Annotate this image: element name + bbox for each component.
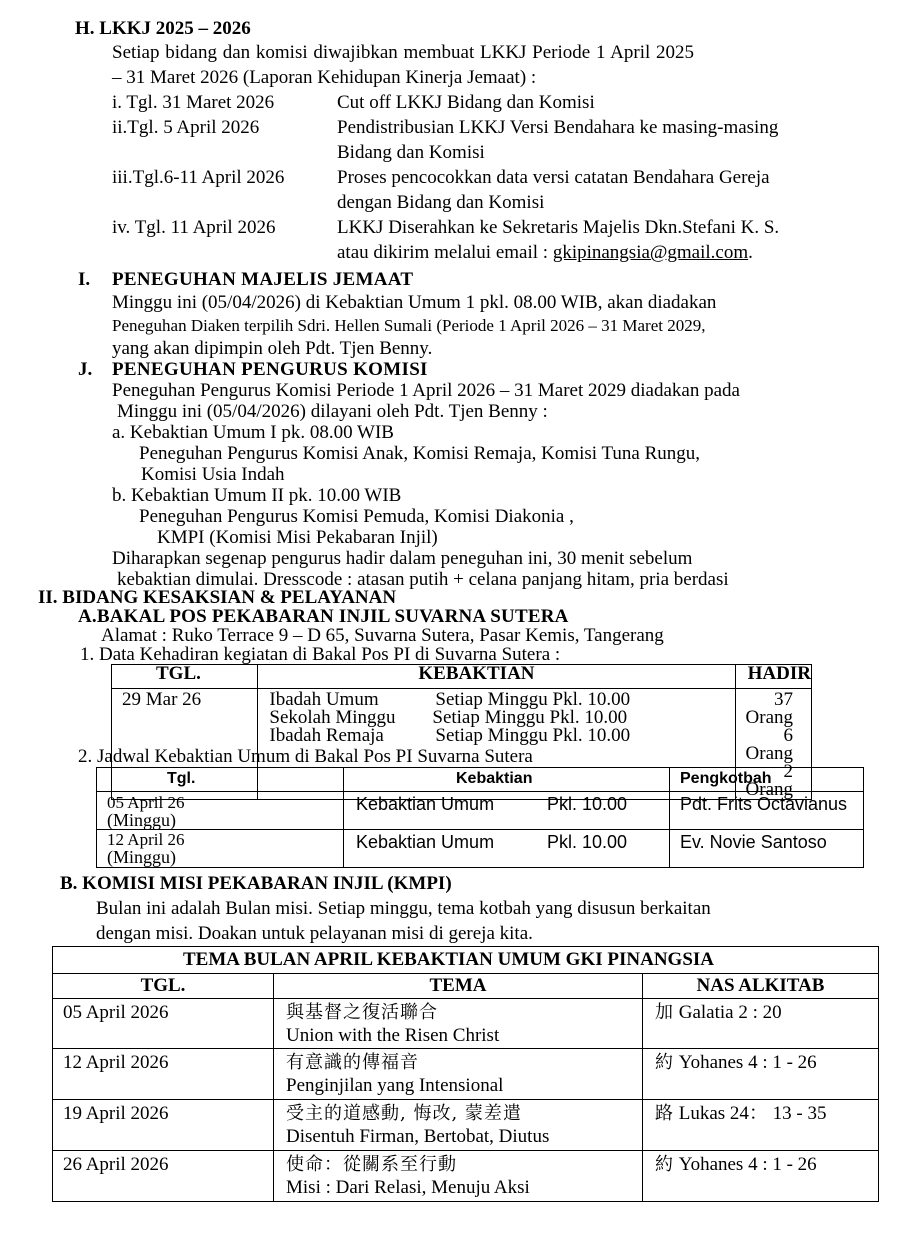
verse-book-chinese: 約 <box>655 1154 674 1175</box>
schedule-row <box>97 792 864 830</box>
theme-row <box>53 1100 879 1151</box>
theme-english: Penginjilan yang Intensional <box>286 1075 504 1096</box>
service-name: Ibadah Umum <box>269 689 379 710</box>
section-ii-a-title: A.BAKAL POS PEKABARAN INJIL SUVARNA SUTERA <box>78 606 569 627</box>
theme-table <box>52 946 879 1202</box>
lkkj-item-text: Proses pencocokkan data versi catatan Bendahara Gereja <box>337 167 770 188</box>
section-j-closing: Diharapkan segenap pengurus hadir dalam peneguhan ini, 30 menit sebelum <box>112 548 693 569</box>
theme-cell <box>274 1100 643 1151</box>
section-j-closing: kebaktian dimulai. Dresscode : atasan putih + celana panjang hitam, pria berdasi <box>117 569 729 590</box>
schedule-preacher: Ev. Novie Santoso <box>670 830 864 868</box>
schedule-preacher: Pdt. Frits Octavianus <box>670 792 864 830</box>
schedule-service-time: Pkl. 10.00 <box>547 794 628 814</box>
section-j-a-line: Peneguhan Pengurus Komisi Anak, Komisi Remaja, Komisi Tuna Rungu, <box>139 443 701 464</box>
theme-date: 19 April 2026 <box>53 1100 274 1151</box>
section-j-a-line: Komisi Usia Indah <box>141 464 285 485</box>
service-time: Setiap Minggu Pkl. 10.00 <box>432 707 628 728</box>
section-j-b-line: KMPI (Komisi Misi Pekabaran Injil) <box>157 527 438 548</box>
theme-row <box>53 1049 879 1100</box>
service-time: Setiap Minggu Pkl. 10.00 <box>435 725 631 746</box>
section-j-b-line: Peneguhan Pengurus Komisi Pemuda, Komisi Diakonia , <box>139 506 574 527</box>
theme-verse <box>643 1100 879 1151</box>
pos-address: Alamat : Ruko Terrace 9 – D 65, Suvarna Sutera, Pasar Kemis, Tangerang <box>101 625 664 646</box>
section-i-line: Minggu ini (05/04/2026) di Kebaktian Umum 1 pkl. 08.00 WIB, akan diadakan <box>112 292 717 313</box>
theme-cell <box>274 1151 643 1202</box>
schedule-date <box>97 830 344 868</box>
attendance-count: 6 Orang <box>745 725 793 764</box>
section-b-line: dengan misi. Doakan untuk pelayanan misi di gereja kita. <box>96 923 533 944</box>
lkkj-item-text-cont: Bidang dan Komisi <box>337 142 485 163</box>
lkkj-item-text: Cut off LKKJ Bidang dan Komisi <box>337 92 595 113</box>
verse-book-chinese: 路 <box>655 1103 674 1124</box>
service-name: Ibadah Remaja <box>269 725 384 746</box>
schedule-header-service: Kebaktian <box>344 768 670 792</box>
schedule-service-name: Kebaktian Umum <box>356 832 495 852</box>
schedule-date-text: 05 April 26 <box>107 793 185 812</box>
schedule-date-text: 12 April 26 <box>107 830 185 849</box>
schedule-day: (Minggu) <box>107 810 176 830</box>
section-i-label: I. <box>78 269 91 290</box>
section-i-title: PENEGUHAN MAJELIS JEMAAT <box>112 269 414 290</box>
schedule-service-name: Kebaktian Umum <box>356 794 495 814</box>
verse-book-chinese: 加 <box>655 1002 674 1023</box>
section-h-intro-cont: – 31 Maret 2026 (Laporan Kehidupan Kinerja Jemaat) : <box>112 67 537 88</box>
theme-table-caption: TEMA BULAN APRIL KEBAKTIAN UMUM GKI PINANGSIA <box>53 947 879 974</box>
section-b-line: Bulan ini adalah Bulan misi. Setiap minggu, tema kotbah yang disusun berkaitan <box>96 898 711 919</box>
schedule-date <box>97 792 344 830</box>
schedule-day: (Minggu) <box>107 847 176 867</box>
attendance-header-count: HADIR <box>735 665 811 689</box>
verse-reference: Lukas 24： 13 - 35 <box>678 1103 827 1124</box>
service-name: Sekolah Minggu <box>269 707 396 728</box>
attendance-count: 37 Orang <box>745 689 793 728</box>
theme-date: 05 April 2026 <box>53 999 274 1049</box>
theme-date: 26 April 2026 <box>53 1151 274 1202</box>
theme-header-theme: TEMA <box>274 974 643 999</box>
theme-row <box>53 1151 879 1202</box>
section-j-a-title: a. Kebaktian Umum I pk. 08.00 WIB <box>112 422 394 443</box>
theme-header-verse: NAS ALKITAB <box>643 974 879 999</box>
lkkj-item-text: LKKJ Diserahkan ke Sekretaris Majelis Dkn.Stefani K. S. <box>337 217 780 238</box>
theme-verse <box>643 1151 879 1202</box>
attendance-header-date: TGL. <box>112 665 258 689</box>
theme-verse <box>643 999 879 1049</box>
theme-row <box>53 999 879 1049</box>
theme-english: Union with the Risen Christ <box>286 1025 500 1046</box>
schedule-service-time: Pkl. 10.00 <box>547 832 628 852</box>
section-j-b-title: b. Kebaktian Umum II pk. 10.00 WIB <box>112 485 402 506</box>
theme-chinese: 使命：從關系至行動 <box>286 1154 457 1175</box>
section-i-line: Peneguhan Diaken terpilih Sdri. Hellen Sumali (Periode 1 April 2026 – 31 Maret 2029, <box>112 316 706 335</box>
section-h-title: H. LKKJ 2025 – 2026 <box>75 18 251 39</box>
section-b-title: B. KOMISI MISI PEKABARAN INJIL (KMPI) <box>60 873 452 894</box>
lkkj-item-email-line <box>337 242 753 264</box>
theme-chinese: 有意識的傳福音 <box>286 1052 419 1073</box>
verse-reference: Galatia 2 : 20 <box>678 1002 782 1023</box>
email-prefix: atau dikirim melalui email : <box>337 242 553 263</box>
lkkj-item-label: i. Tgl. 31 Maret 2026 <box>112 92 275 113</box>
theme-chinese: 與基督之復活聯合 <box>286 1002 438 1023</box>
attendance-count: 2 Orang <box>745 761 793 800</box>
schedule-header-preacher: Pengkotbah <box>670 768 864 792</box>
schedule-header-date: Tgl. <box>97 768 344 792</box>
section-i-line: yang akan dipimpin oleh Pdt. Tjen Benny. <box>112 338 433 359</box>
verse-book-chinese: 約 <box>655 1052 674 1073</box>
section-j-line: Minggu ini (05/04/2026) dilayani oleh Pdt. Tjen Benny : <box>117 401 548 422</box>
section-j-title: PENEGUHAN PENGURUS KOMISI <box>112 359 428 380</box>
section-ii-title: II. BIDANG KESAKSIAN & PELAYANAN <box>38 587 397 608</box>
email-period: . <box>748 242 753 263</box>
attendance-header-service: KEBAKTIAN <box>258 665 735 689</box>
lkkj-item-text: Pendistribusian LKKJ Versi Bendahara ke masing-masing <box>337 117 779 138</box>
theme-cell <box>274 1049 643 1100</box>
attendance-heading: 1. Data Kehadiran kegiatan di Bakal Pos PI di Suvarna Sutera : <box>80 644 561 665</box>
theme-header-date: TGL. <box>53 974 274 999</box>
verse-reference: Yohanes 4 : 1 - 26 <box>678 1154 817 1175</box>
schedule-service <box>344 792 670 830</box>
lkkj-item-label: iii.Tgl.6-11 April 2026 <box>112 167 285 188</box>
theme-english: Misi : Dari Relasi, Menuju Aksi <box>286 1177 530 1198</box>
service-time: Setiap Minggu Pkl. 10.00 <box>435 689 631 710</box>
theme-cell <box>274 999 643 1049</box>
section-j-line: Peneguhan Pengurus Komisi Periode 1 April 2026 – 31 Maret 2029 diadakan pada <box>112 380 740 401</box>
lkkj-item-text-cont: dengan Bidang dan Komisi <box>337 192 545 213</box>
schedule-table <box>96 767 864 868</box>
schedule-heading: 2. Jadwal Kebaktian Umum di Bakal Pos PI Suvarna Sutera <box>78 746 533 767</box>
theme-verse <box>643 1049 879 1100</box>
section-j-label: J. <box>78 359 93 380</box>
email-link[interactable]: gkipinangsia@gmail.com <box>552 242 749 263</box>
theme-date: 12 April 2026 <box>53 1049 274 1100</box>
theme-english: Disentuh Firman, Bertobat, Diutus <box>286 1126 550 1147</box>
theme-chinese: 受主的道感動, 悔改, 蒙差遣 <box>286 1103 522 1124</box>
lkkj-item-label: iv. Tgl. 11 April 2026 <box>112 217 276 238</box>
lkkj-item-label: ii.Tgl. 5 April 2026 <box>112 117 260 138</box>
attendance-date: 29 Mar 26 <box>112 689 258 800</box>
schedule-row <box>97 830 864 868</box>
verse-reference: Yohanes 4 : 1 - 26 <box>678 1052 817 1073</box>
section-h-intro: Setiap bidang dan komisi diwajibkan membuat LKKJ Periode 1 April 2025 <box>112 42 695 63</box>
schedule-service <box>344 830 670 868</box>
